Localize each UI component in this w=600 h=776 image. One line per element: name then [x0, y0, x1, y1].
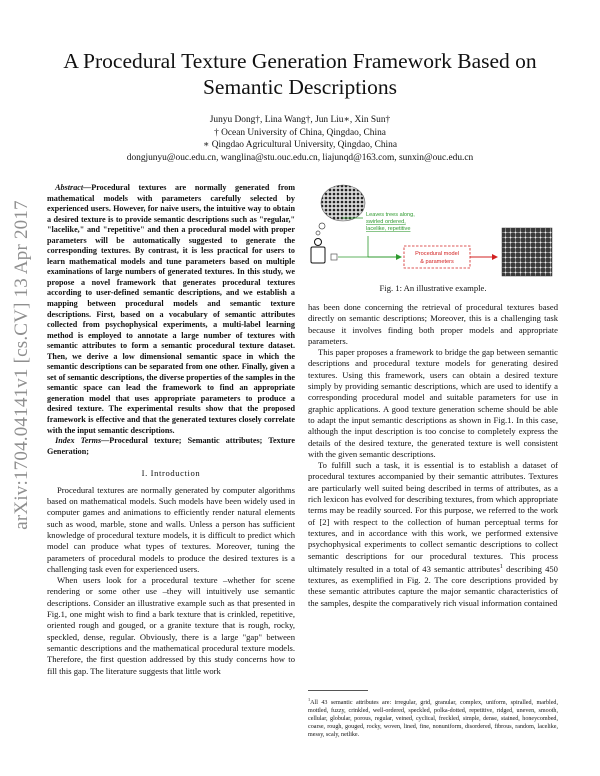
user-icon: [311, 239, 325, 264]
author-emails: dongjunyu@ouc.edu.cn, wanglina@stu.ouc.edu.cn, liajunqd@163.com, sunxin@ouc.edu.cn: [126, 152, 474, 163]
left-column: [47, 183, 295, 677]
abstract-text: —Procedural textures are normally generated from mathematical models with parameters carefully selected by experienced users. However, for naive users, the intuitive way to obtain a desired texture is to provide semantic descriptions such as "regular," "lacelike," and "repetitive" and then a procedural model with proper parameters will be automatically suggested to generate the corresponding textures. By contrast, it is less practical for users to learn mathematical models and tune parameters based on multiple examinations of large numbers of generated textures. In this study, we propose a novel framework that generates procedural textures according to user-defined semantic descriptions, and we establish a mapping between procedural models and semantic texture descriptions. First, based on a vocabulary of semantic attributes collected from psychophysical experiments, a multi-label learning method is employed to annotate a large number of textures with semantic attributes to form a semantic procedural texture dataset. Then, we derive a low dimensional semantic space in which the semantic descriptions can be separated from one other. Finally, given a set of semantic descriptions, the diverse properties of the samples in the semantic space can lead the framework to find an appropriate generation model that uses appropriate parameters to produce a desired texture. The experimental results show that the proposed framework is effective and that the generated textures closely correlate with the input semantic descriptions.: [47, 183, 295, 435]
index-terms: [47, 436, 295, 457]
arxiv-identifier-text: arXiv:1704.04141v1 [cs.CV] 13 Apr 2017: [11, 200, 32, 530]
paper-title: A Procedural Texture Generation Framework Based on Semantic Descriptions: [63, 49, 537, 99]
input-flow-line: [338, 236, 368, 257]
index-terms-label: Index Terms: [55, 436, 102, 446]
model-label-line-1: Procedural model: [415, 251, 459, 257]
abstract-label: Abstract: [55, 183, 84, 192]
affiliation-2: ∗ Qingdao Agricultural University, Qingdao, China: [202, 140, 397, 150]
affiliation-1: † Ocean University of China, Qingdao, China: [214, 127, 386, 138]
model-label-line-2: & parameters: [420, 259, 454, 265]
thought-dot-small: [316, 231, 320, 235]
footnote-reference: 1: [499, 563, 503, 570]
right-paragraph-1: has been done concerning the retrieval of procedural textures based directly on semantic descriptions; Moreover, this is a challenging task because it involves finding both proper models and appropriate parameters.: [308, 302, 558, 346]
right-paragraph-3-part-b: describing 450 textures, as exemplified in Fig. 2. The core descriptions provided by these semantic attributes capture the major semantic characteristics of the samples, despite the comparatively rich visual information contained: [308, 563, 558, 608]
arxiv-identifier: [6, 170, 38, 560]
footnote-mark: 1: [308, 697, 311, 702]
generated-texture-image: [502, 228, 552, 276]
abstract: [47, 183, 295, 436]
section-heading-introduction: I. Introduction: [141, 468, 201, 479]
right-column: [308, 302, 558, 609]
figure-1-caption: Fig. 1: An illustrative example.: [379, 283, 487, 293]
intro-paragraph-2: When users look for a procedural texture –whether for scene rendering or some other use –they will intuitively use semantic descriptions. Consider an illustrative example such as that presented in Fig.1, one might wish to find a bark texture that is crinkled, repetitive, oriented rough and gouged, or a granite texture that is rough, rocky, speckled, dense, regular. Obviously, there is a large "gap" between semantic descriptions and the mathematical procedural texture models. Therefore, the first question addressed by this study concerns how to fill this gap. The literature suggests that little work: [47, 575, 295, 676]
footnote: [308, 696, 558, 740]
input-texture-thought-bubble: [321, 185, 365, 221]
footnote-divider: [308, 690, 368, 691]
thought-dot-large: [319, 223, 325, 229]
footnote-text: All 43 semantic attributes are: irregular, grid, granular, complex, uniform, spiralled, marbled, mottled, fuzzy, crinkled, well-ordered, speckled, polka-dotted, repetitive, ridged, uneven, smooth, cellular, globular, porous, regular, veined, cyclical, freckled, simple, dense, stained, honeycombed, coarse, rough, gouged, rocky, woven, lined, fine, nonuniform, disordered, fibrous, random, lacelike, messy, scaly, netlike.: [308, 700, 558, 739]
right-paragraph-3-part-a: To fulfill such a task, it is essential is to establish a dataset of procedural textures accompanied by their semantic attributes. Textures are particularly well suited being described in terms of attributes, as a rich lexicon has evolved for describing textures, from which appropriate terms may be readily sourced. For this purpose, we referred to the work of [2] with respect to the collection of human perceptual terms for textures, and in accordance with this work, we performed extensive psychophysical experiments to collect semantic descriptions to collect semantic descriptions for our procedural textures. This process ultimately resulted in a total of 43 semantic attributes: [308, 460, 558, 574]
arrow-head-to-output: [492, 254, 498, 260]
index-terms-text: —Procedural texture; Semantic attributes; Texture Generation;: [47, 436, 295, 456]
right-paragraph-2: This paper proposes a framework to bridge the gap between semantic descriptions and procedural texture models for generating desired textures. Using this framework, users can obtain a desired texture simply by providing semantic descriptions, which are used to identify a corresponding procedural model and suitable parameters for use in graphic applications. A good texture generation scheme should be able to adapt the input semantic descriptions as shown in Fig.1. In this case, although the input description is too concise to completely express the details of the desired texture, the generated texture is well consistent with the given semantic descriptions.: [308, 347, 558, 459]
intro-paragraph-1: Procedural textures are normally generated by computer algorithms based on mathematical models. Such models have been widely used in computer games and animations to efficiently render natural elements such as wood, marble, stone and walls. Unless a person has sufficient knowledge of procedural texture models, it is difficult to predict which model can produce what types of textures. Moreover, tuning the parameters of procedural models to produce the desired textures is a challenging task even for experienced users.: [47, 484, 295, 574]
input-description-line-2: swirled ordered,: [366, 219, 406, 225]
right-paragraph-3: [308, 460, 558, 609]
figure-1: [308, 180, 558, 280]
figure-1-illustration: [308, 180, 558, 280]
author-block: [40, 114, 560, 164]
input-description-line-3: lacelike, repetitive: [366, 226, 411, 232]
keyboard-icon: [331, 254, 337, 260]
author-names: Junyu Dong†, Lina Wang†, Jun Liu∗, Xin Sun†: [209, 115, 391, 125]
arrow-head-to-model: [396, 254, 402, 260]
input-description-line-1: Leaves trees along,: [366, 212, 415, 218]
